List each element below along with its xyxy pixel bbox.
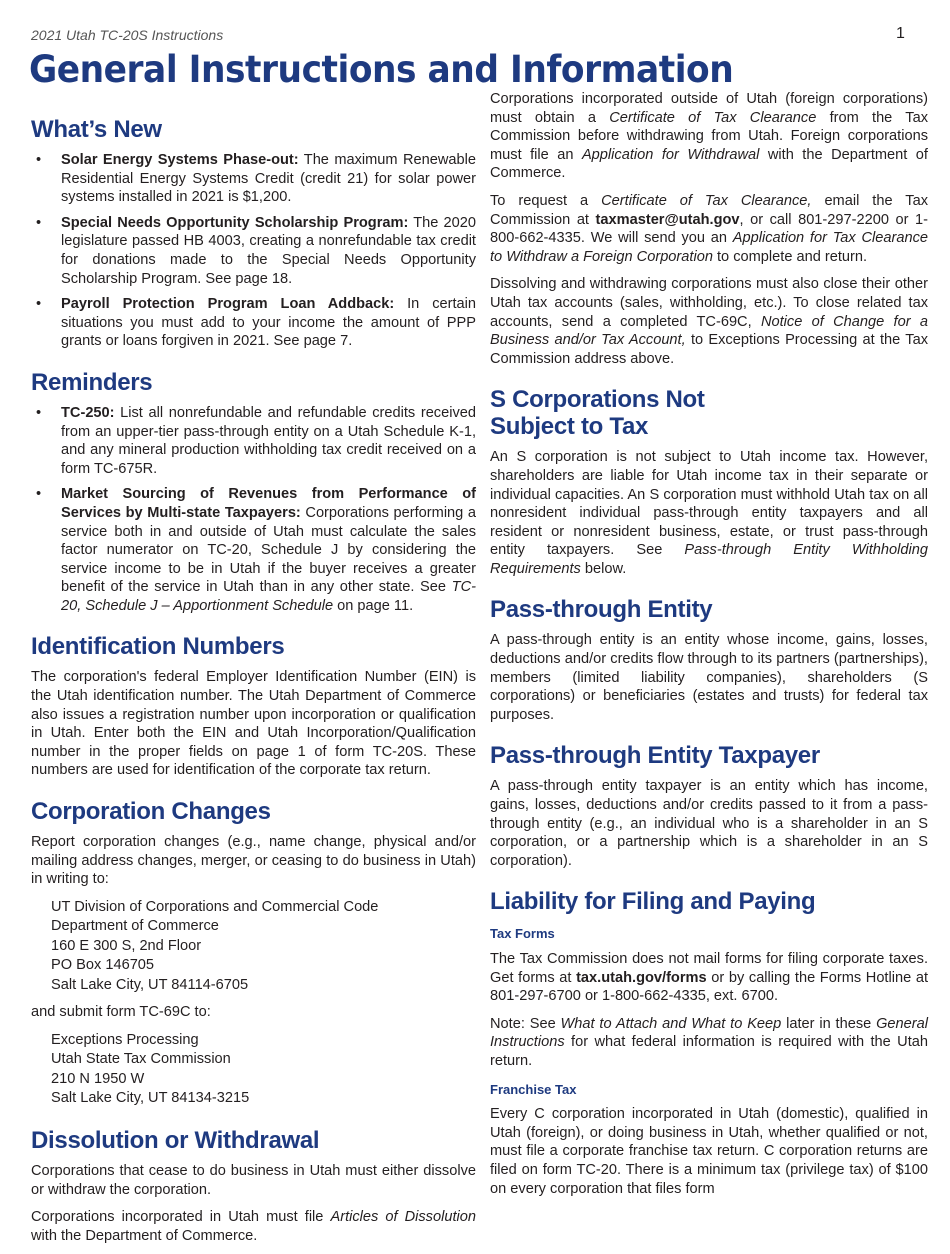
text-run: Notice of Change for a Business and/or Tax Account,	[490, 313, 928, 349]
address-line: 160 E 300 S, 2nd Floor	[51, 937, 202, 954]
section-heading: Pass-through Entity Taxpayer	[490, 742, 820, 770]
text-run: Corporations incorporated outside of Utah (foreign corporations) must obtain a	[490, 91, 928, 126]
text-run: Corporations performing a service both in and outside of Utah must calculate the sales factor numerator on TC-20, Schedule J by considering the service income to be in Utah if the buyer receives a greater benefit of the service in Utah than in any other state. See	[61, 504, 476, 596]
link[interactable]: taxmaster@utah.gov	[595, 211, 740, 228]
text-run: with the Department of Commerce.	[31, 1227, 258, 1244]
text-run: TC-250:	[61, 404, 115, 421]
list-item	[31, 214, 476, 288]
text-run: The maximum Renewable Residential Energy Systems Credit (credit 21) for solar power systems installed in 2021 is $1,200.	[61, 152, 476, 206]
address-line: 210 N 1950 W	[51, 1070, 145, 1087]
text-run: List all nonrefundable and refundable credits received from an upper-tier pass-through entity on a Utah Schedule K-1, and any mineral production withholding tax credit received on a form TC-675R.	[61, 404, 476, 477]
text-run: and submit form TC-69C to:	[31, 1004, 211, 1021]
text-run: Pass-through Entity Withholding Requirements	[490, 542, 928, 577]
list-item	[31, 151, 476, 207]
text-run: Application for Tax Clearance to Withdraw a Foreign Corporation	[490, 230, 928, 265]
list-item	[31, 295, 476, 351]
section-heading: Corporation Changes	[31, 798, 271, 826]
page-number: 1	[896, 25, 905, 42]
paragraph	[31, 1003, 476, 1022]
section-heading: Reminders	[31, 368, 153, 396]
text-run: TC-20, Schedule J – Apportionment Schedule	[61, 579, 476, 614]
paragraph	[490, 1015, 928, 1071]
address-line: Department of Commerce	[51, 918, 219, 935]
text-run: with the Department of Commerce.	[490, 146, 928, 182]
text-run: Market Sourcing of Revenues from Performance of Services by Multi-state Taxpayers:	[61, 486, 476, 521]
text-run: In certain situations you must add to your income the amount of PPP grants or loans forgiven in 2021. See page 7.	[61, 296, 476, 350]
text-run: Dissolving and withdrawing corporations must also close their other Utah tax accounts (sales, withholding, etc.). To close related tax accounts, send a completed TC-69C,	[490, 276, 928, 330]
text-run: for what federal information is required with the Utah return.	[490, 1034, 928, 1069]
text-run: The corporation's federal Employer Identification Number (EIN) is the Utah identification number. The Utah Department of Commerce also issues a registration number upon incorporation or qualification in Utah. Enter both the EIN and Utah Incorporation/Qualification number in the proper fields on page 1 of form TC-20S. These numbers are used for identification of the corporate tax return.	[31, 669, 476, 779]
paragraph	[490, 950, 928, 1006]
address-block	[31, 898, 476, 996]
text-run: later in these	[781, 1015, 877, 1032]
text-run: To request a	[490, 192, 602, 209]
address-block	[31, 1031, 476, 1109]
paragraph	[490, 192, 928, 266]
text-run: A pass-through entity taxpayer is an entity which has income, gains, losses, deductions and/or credits passed to it from a pass-through entity (e.g., an individual who is a shareholder in an S corporation, or a partnership which is a shareholder in an S corporation).	[490, 778, 928, 869]
text-run: Certificate of Tax Clearance	[609, 109, 817, 126]
address-line: Utah State Tax Commission	[51, 1051, 231, 1068]
text-run: The 2020 legislature passed HB 4003, creating a nonrefundable tax credit for donations made to the Special Needs Opportunity Scholarship Program. See page 18.	[61, 214, 476, 287]
text-run: Every C corporation incorporated in Utah (domestic), qualified in Utah (foreign), or doing business in Utah, whether qualified or not, must file a corporate franchise tax return. C corporation returns are filed on form TC-20. There is a minimum tax (privilege tax) of $100 on every corporation that files form	[490, 1106, 928, 1197]
text-run: to complete and return.	[712, 248, 868, 265]
text-run: Note: See	[490, 1015, 561, 1032]
text-run: Articles of Dissolution	[330, 1209, 476, 1226]
page-title: General Instructions and Information	[29, 48, 734, 91]
text-run: Corporations that cease to do business in Utah must either dissolve or withdraw the corporation.	[31, 1162, 476, 1198]
section-heading: What’s New	[31, 116, 162, 143]
left-column	[31, 110, 476, 1254]
paragraph	[31, 833, 476, 889]
paragraph	[490, 448, 928, 578]
text-run: Corporations incorporated in Utah must file	[31, 1209, 331, 1226]
text-run: Solar Energy Systems Phase-out:	[61, 152, 299, 168]
text-run: from the Tax Commission before withdrawing from Utah. Foreign corporations must file an	[490, 109, 928, 163]
list-item	[31, 404, 476, 478]
section-heading: Identification Numbers	[31, 633, 285, 661]
running-header: 2021 Utah TC-20S Instructions	[31, 27, 224, 43]
bullet-list	[31, 404, 476, 616]
paragraph	[31, 1162, 476, 1199]
address-line: Salt Lake City, UT 84134-3215	[51, 1090, 250, 1107]
text-run: The Tax Commission does not mail forms for filing corporate taxes. Get forms at	[490, 951, 928, 986]
text-run: , or call 801-297-2200 or 1-800-662-4335. We will send you an	[490, 211, 928, 247]
address-line: PO Box 146705	[51, 957, 155, 974]
text-run: A pass-through entity is an entity whose income, gains, losses, deductions and/or credits flow through to its partners (partnerships), members (limited liability companies), shareholders (S corporations) or beneficiaries (estates and trusts) for federal tax purposes.	[490, 632, 928, 723]
text-run: Report corporation changes (e.g., name change, physical and/or mailing address changes, merger, or ceasing to do business in Utah) in writing to:	[31, 834, 476, 888]
address-line: Salt Lake City, UT 84114-6705	[51, 976, 249, 993]
address-line: Exceptions Processing	[51, 1031, 199, 1048]
text-run: email the Tax Commission at	[490, 192, 928, 228]
section-heading: Liability for Filing and Paying	[490, 888, 816, 916]
text-run: Special Needs Opportunity Scholarship Program:	[61, 214, 409, 231]
text-run: What to Attach and What to Keep	[560, 1015, 782, 1032]
text-run: Payroll Protection Program Loan Addback:	[61, 296, 395, 313]
section-heading: Pass-through Entity	[490, 596, 713, 624]
list-item	[31, 485, 476, 615]
subheading: Franchise Tax	[490, 1081, 577, 1097]
paragraph	[31, 1208, 476, 1245]
paragraph	[490, 777, 928, 870]
paragraph	[31, 668, 476, 780]
text-run: to Exceptions Processing at the Tax Commission address above.	[490, 332, 928, 367]
section-heading: Dissolution or Withdrawal	[31, 1126, 320, 1154]
subheading: Tax Forms	[490, 926, 555, 942]
text-run: An S corporation is not subject to Utah income tax. However, shareholders are liable for Utah income tax in their separate or individual capacities. An S corporation must withhold Utah tax on all nonresident individual pass-through entity taxpayers and all resident or nonresident business, estate, or trust pass-through entity taxpayers. See	[490, 449, 928, 559]
text-run: on page 11.	[333, 597, 414, 614]
text-run: or by calling the Forms Hotline at 801-297-6700 or 1-800-662-4335, ext. 6700.	[490, 969, 929, 1005]
paragraph	[490, 631, 928, 724]
link[interactable]: tax.utah.gov/forms	[576, 969, 707, 986]
text-run: General Instructions	[490, 1015, 928, 1051]
paragraph	[490, 275, 928, 368]
bullet-list	[31, 151, 476, 351]
right-column	[490, 90, 928, 1207]
paragraph	[490, 90, 928, 183]
paragraph	[490, 1105, 928, 1198]
text-run: Application for Withdrawal	[581, 146, 760, 163]
text-run: below.	[580, 560, 627, 577]
section-heading: S Corporations Not Subject to Tax	[490, 386, 705, 441]
text-run: Certificate of Tax Clearance,	[601, 192, 812, 209]
address-line: UT Division of Corporations and Commercial Code	[51, 898, 379, 915]
